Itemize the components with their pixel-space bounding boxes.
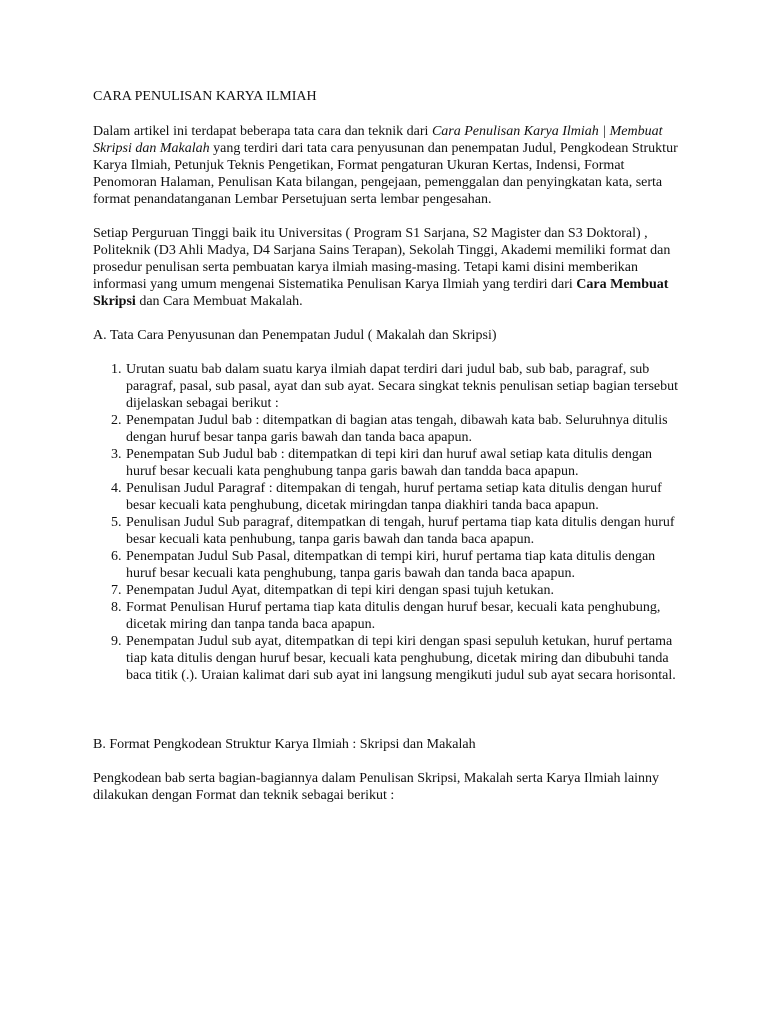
section-b-heading: B. Format Pengkodean Struktur Karya Ilmiah : Skripsi dan Makalah — [93, 737, 476, 752]
intro-text-2: yang terdiri dari tata cara penyusunan dan penempatan Judul, Pengkodean Struktur Karya Ilmiah, Petunjuk Teknis Pengetikan, Format pengaturan Ukuran Kertas, Indensi, Format Penomoran Halaman, Penulisan Kata bilangan, pengejaan, pemenggalan dan penyingkatan kata, serta format penandatanganan Lembar Persetujuan serta lembar pengesahan. — [93, 141, 678, 207]
list-item-text: Urutan suatu bab dalam suatu karya ilmiah dapat terdiri dari judul bab, sub bab, paragraf, sub paragraf, pasal, sub pasal, ayat dan sub ayat. Secara singkat teknis penulisan setiap bagian tersebut dijelaskan sebagai berikut : — [126, 362, 679, 411]
section-b-paragraph: Pengkodean bab serta bagian-bagiannya dalam Penulisan Skripsi, Makalah serta Karya Ilmiah lainny dilakukan dengan Format dan teknik sebagai berikut : — [93, 771, 660, 803]
list-item-text: Penempatan Judul sub ayat, ditempatkan di tepi kiri dengan spasi sepuluh ketukan, huruf pertama tiap kata ditulis dengan huruf besar, kecuali kata penghubung, dicetak miring dan dibubuhi tanda baca titik (.). Uraian kalimat dari sub ayat ini langsung mengikuti judul sub ayat secara horisontal. — [126, 634, 676, 683]
para2-bold-text: Cara Membuat Skripsi — [93, 277, 669, 309]
list-item-number: 5. — [111, 515, 122, 530]
list-item-text: Penulisan Judul Sub paragraf, ditempatkan di tengah, huruf pertama tiap kata ditulis dengan huruf besar kecuali kata penhubung, tanpa garis bawah dan tanda baca apapun. — [126, 515, 675, 547]
list-item-text: Penempatan Judul Sub Pasal, ditempatkan di tempi kiri, huruf pertama tiap kata ditulis dengan huruf besar kecuali kata penghubung, tanpa garis bawah dan tanda baca apapun. — [126, 549, 656, 581]
intro-paragraph — [93, 123, 683, 208]
list-item — [93, 412, 683, 446]
list-item — [93, 446, 683, 480]
list-item-text: Penempatan Sub Judul bab : ditempatkan di tepi kiri dan huruf awal setiap kata ditulis dengan huruf besar kecuali kata penghubung tanpa garis bawah dan tandda baca apapun. — [126, 447, 653, 479]
intro-text-1: Dalam artikel ini terdapat beberapa tata cara dan teknik dari — [93, 124, 432, 139]
list-item-number: 6. — [111, 549, 122, 564]
list-item — [93, 548, 683, 582]
list-item — [93, 361, 683, 412]
list-item — [93, 514, 683, 548]
list-item-number: 3. — [111, 447, 122, 462]
list-item-number: 7. — [111, 583, 122, 598]
intro-italic-text: Cara Penulisan Karya Ilmiah | Membuat Skripsi dan Makalah — [93, 124, 663, 156]
list-item-number: 1. — [111, 362, 122, 377]
section-a-heading: A. Tata Cara Penyusunan dan Penempatan Judul ( Makalah dan Skripsi) — [93, 328, 497, 343]
list-item-text: Penulisan Judul Paragraf : ditempakan di tengah, huruf pertama setiap kata ditulis dengan huruf besar kecuali kata penghubung, dicetak miringdan tanpa diakhiri tanda baca apapun. — [126, 481, 662, 513]
second-paragraph — [93, 225, 683, 310]
list-item-number: 8. — [111, 600, 122, 615]
list-item-number: 2. — [111, 413, 122, 428]
list-item-text: Format Penulisan Huruf pertama tiap kata ditulis dengan huruf besar, kecuali kata penghubung, dicetak miring dan tanpa tanda baca apapun. — [126, 600, 661, 632]
list-item-text: Penempatan Judul bab : ditempatkan di bagian atas tengah, dibawah kata bab. Seluruhnya ditulis dengan huruf besar tanpa garis bawah dan tanda baca apapun. — [126, 413, 668, 445]
para2-text-2: dan Cara Membuat Makalah. — [135, 294, 303, 309]
list-item — [93, 582, 683, 599]
list-item-text: Penempatan Judul Ayat, ditempatkan di tepi kiri dengan spasi tujuh ketukan. — [126, 583, 554, 598]
document-page — [93, 88, 683, 804]
document-title: CARA PENULISAN KARYA ILMIAH — [93, 89, 317, 104]
para2-text-1: Setiap Perguruan Tinggi baik itu Universitas ( Program S1 Sarjana, S2 Magister dan S3 Doktoral) , Politeknik (D3 Ahli Madya, D4 Sarjana Sains Terapan), Sekolah Tinggi, Akademi memiliki format dan prosedur penulisan serta pembuatan karya ilmiah masing-masing. Tetapi kami disini memberikan informasi yang umum mengenai Sistematika Penulisan Karya Ilmiah yang terdiri dari — [93, 226, 671, 292]
section-a-list — [93, 361, 683, 684]
list-item — [93, 633, 683, 684]
list-item-number: 4. — [111, 481, 122, 496]
list-item-number: 9. — [111, 634, 122, 649]
list-item — [93, 480, 683, 514]
list-item — [93, 599, 683, 633]
